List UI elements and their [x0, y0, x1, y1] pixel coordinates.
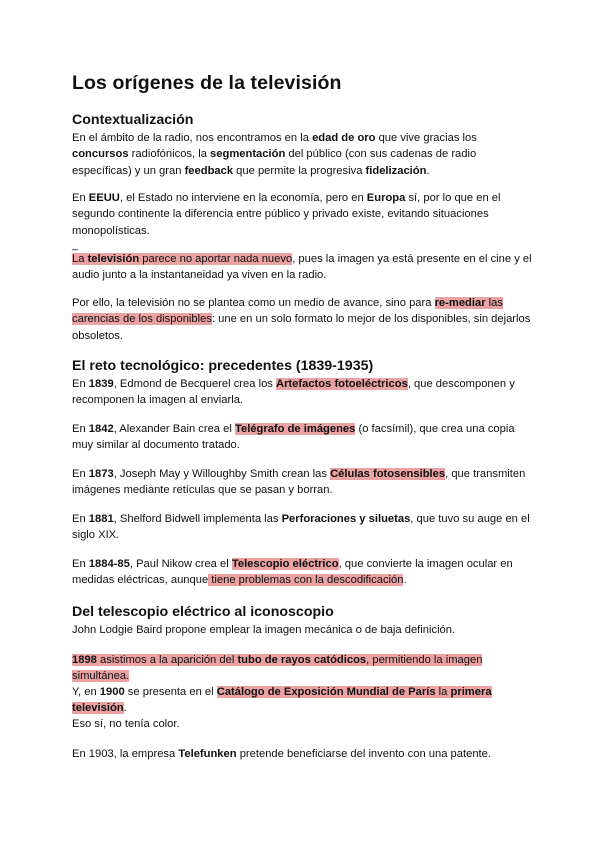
paragraph — [72, 652, 534, 685]
paragraph: En 1903, la empresa Telefunken pretende beneficiarse del invento con una patente. — [72, 748, 491, 760]
section-heading-reto-tecnologico: El reto tecnológico: precedentes (1839-1935) — [72, 358, 374, 374]
highlight: Telescopio eléctrico — [231, 558, 339, 570]
highlight: Telégrafo de imágenes — [234, 423, 356, 435]
highlight: re-mediar las carencias de los disponibles — [72, 297, 503, 326]
highlight: 1898 asistimos a la aparición del tubo de rayos catódicos, permitiendo la imagen simultánea. — [72, 654, 483, 683]
paragraph: La televisión parece no aportar nada nuevo, pues la imagen ya está presente en el cine y el audio junto a la instantaneidad ya viven en la radio. — [72, 253, 532, 282]
page-title: Los orígenes de la televisión — [72, 72, 342, 94]
paragraph: En 1884-85, Paul Nikow crea el Telescopio eléctrico, que convierte la imagen ocular en medidas eléctricas, aunque tiene problemas con la descodificación. — [72, 558, 513, 587]
paragraph: En 1839, Edmond de Becquerel crea los Artefactos fotoeléctricos, que descomponen y recomponen la imagen al enviarla. — [72, 378, 515, 407]
paragraph: John Lodgie Baird propone emplear la imagen mecánica o de baja definición. — [72, 624, 456, 636]
section-heading-contextualizacion: Contextualización — [72, 112, 194, 128]
paragraph: Por ello, la televisión no se plantea como un medio de avance, sino para re-mediar las carencias de los disponibles: une en un solo formato lo mejor de los disponibles, sin dejarlos obsoletos. — [72, 297, 531, 342]
highlight: La televisión parece no aportar nada nuevo — [72, 253, 293, 265]
paragraph: En 1873, Joseph May y Willoughby Smith crean las Células fotosensibles, que transmiten imágenes mediante retículas que se pasan y borran. — [72, 468, 526, 497]
paragraph: En 1842, Alexander Bain crea el Telégrafo de imágenes (o facsímil), que crea una copia muy similar al documento tratado. — [72, 423, 515, 452]
paragraph: En EEUU, el Estado no interviene en la economía, pero en Europa sí, por lo que en el segundo continente la diferencia entre público y privado existe, evitando situaciones monopolísticas. — [72, 192, 501, 237]
separator-dash: _ — [72, 239, 79, 251]
paragraph: Eso sí, no tenía color. — [72, 718, 180, 730]
highlight: Artefactos fotoeléctricos — [276, 378, 408, 390]
paragraph: En el ámbito de la radio, nos encontramos en la edad de oro que vive gracias los concursos radiofónicos, la segmentación del público (con sus cadenas de radio específicas) y un gran feedback que permite la progresiva fidelización. — [72, 132, 477, 177]
paragraph: Y, en 1900 se presenta en el Catálogo de Exposición Mundial de París la primera televisión. — [72, 686, 492, 715]
section-heading-telescopio-iconoscopio: Del telescopio eléctrico al iconoscopio — [72, 604, 334, 620]
highlight: Catálogo de Exposición Mundial de París la primera televisión — [72, 686, 492, 715]
highlight: Células fotosensibles — [330, 468, 446, 480]
highlight: tiene problemas con la descodificación — [208, 574, 404, 587]
paragraph: En 1881, Shelford Bidwell implementa las Perforaciones y siluetas, que tuvo su auge en el siglo XIX. — [72, 513, 530, 542]
